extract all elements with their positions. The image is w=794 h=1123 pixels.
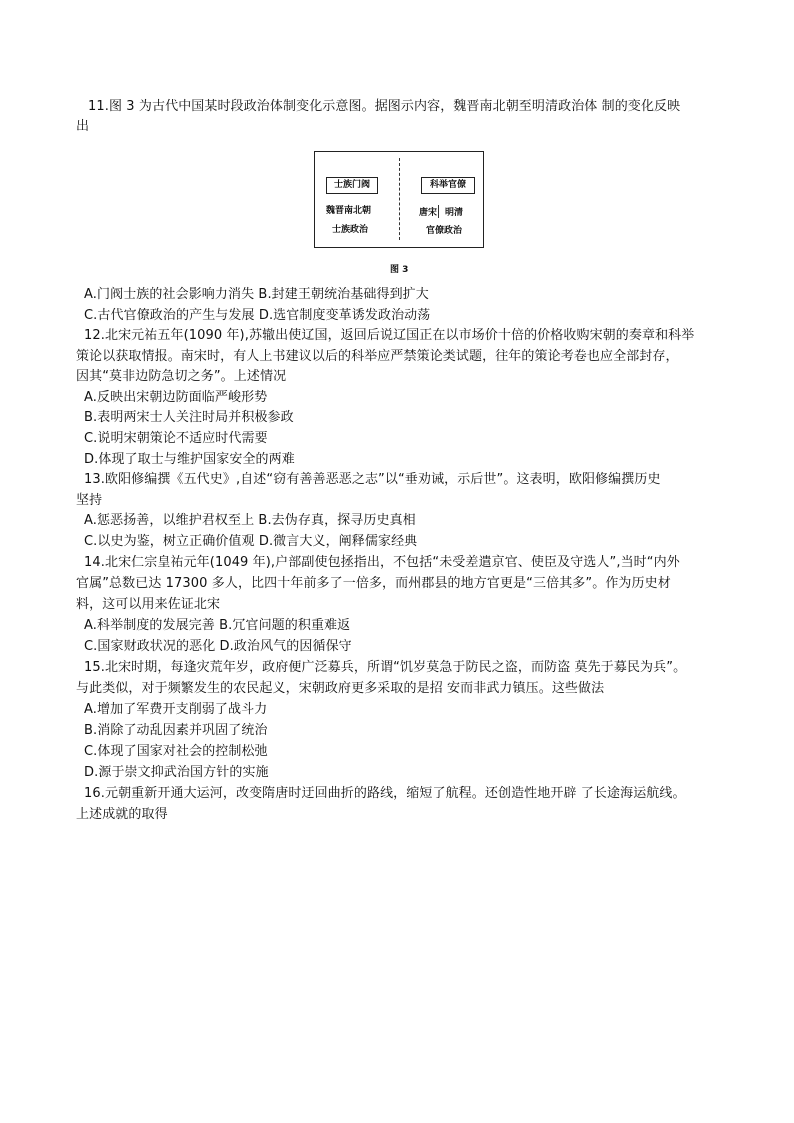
q13-options-line1: A.惩恶扬善，以维护君权至上 B.去伪存真，探寻历史真相: [84, 513, 416, 528]
right-era-b-label: 明清: [445, 208, 464, 218]
q14-stem-line2: 官属”总数已达 17300 多人，比四十年前多了一倍多，而州郡县的地方官更是“三倍其多”。作为历史材: [76, 576, 671, 591]
q12-option-c: C.说明宋朝策论不适应时代需要: [84, 431, 268, 446]
q12-stem-line3: 因其“莫非边防急切之务”。上述情况: [76, 369, 287, 384]
q14-stem-line3: 料，这可以用来佐证北宋: [76, 597, 221, 612]
dashed-divider: [399, 158, 400, 240]
left-politics-label: 士族政治: [332, 225, 369, 235]
q15-option-b: B.消除了动乱因素并巩固了统治: [84, 723, 268, 738]
q13-stem-line2: 坚持: [76, 493, 103, 508]
q12-stem-line2: 策论以获取情报。南宋时，有人上书建议以后的科举应严禁策论类试题，往年的策论考卷也应全部封存，: [76, 349, 679, 364]
right-era-a-label: 唐宋: [419, 208, 438, 218]
q15-option-c: C.体现了国家对社会的控制松弛: [84, 744, 268, 759]
figure-3-diagram: [314, 151, 484, 248]
q12-option-a: A.反映出宋朝边防面临严峻形势: [84, 390, 268, 405]
q13-options-line2: C.以史为鉴，树立正确价值观 D.微言大义，阐释儒家经典: [84, 534, 418, 549]
era-divider: [438, 205, 439, 218]
q11-stem-line2: 出: [76, 119, 90, 134]
q11-options-line2: C.古代官僚政治的产生与发展 D.选官制度变革诱发政治动荡: [84, 308, 431, 323]
q15-option-a: A.增加了军费开支削弱了战斗力: [84, 702, 268, 717]
q12-stem-line1: 12.北宋元祐五年(1090 年),苏辙出使辽国，返回后说辽国正在以市场价十倍的价格收购宋朝的奏章和科举: [84, 328, 695, 343]
q11-stem-line1: 11.图 3 为古代中国某时段政治体制变化示意图。据图示内容，魏晋南北朝至明清政治体 制的变化反映: [88, 99, 681, 114]
gentry-clan-box: 士族门阀: [326, 177, 378, 194]
q11-options-line1: A.门阀士族的社会影响力消失 B.封建王朝统治基础得到扩大: [84, 287, 429, 302]
q15-stem-line1: 15.北宋时期，每逢灾荒年岁，政府便广泛募兵，所谓“饥岁莫急于防民之盗，而防盗 莫先于募民为兵”。: [84, 660, 687, 675]
q14-options-line2: C.国家财政状况的恶化 D.政治风气的因循保守: [84, 639, 352, 654]
q15-option-d: D.源于崇文抑武治国方针的实施: [84, 765, 269, 780]
q12-option-b: B.表明两宋士人关注时局并积极参政: [84, 410, 294, 425]
q13-stem-line1: 13.欧阳修编撰《五代史》,自述“窃有善善恶恶之志”以“垂劝诫，示后世”。这表明，欧阳修编撰历史: [84, 472, 661, 487]
q14-stem-line1: 14.北宋仁宗皇祐元年(1049 年),户部副使包拯指出，不包括“未受差遣京官、使臣及守选人”,当时“内外: [84, 555, 680, 570]
q12-option-d: D.体现了取士与维护国家安全的两难: [84, 452, 295, 467]
figure-caption: 图 3: [390, 265, 409, 275]
right-politics-label: 官僚政治: [426, 226, 463, 236]
keju-bureaucrat-box: 科举官僚: [421, 177, 475, 194]
q16-stem-line1: 16.元朝重新开通大运河，改变隋唐时迂回曲折的路线，缩短了航程。还创造性地开辟 了长途海运航线。: [84, 786, 686, 801]
q14-options-line1: A.科举制度的发展完善 B.冗官问题的积重难返: [84, 618, 351, 633]
q16-stem-line2: 上述成就的取得: [76, 807, 168, 822]
q15-stem-line2: 与此类似，对于频繁发生的农民起义，宋朝政府更多采取的是招 安而非武力镇压。这些做法: [76, 681, 605, 696]
left-era-label: 魏晋南北朝: [326, 206, 372, 216]
